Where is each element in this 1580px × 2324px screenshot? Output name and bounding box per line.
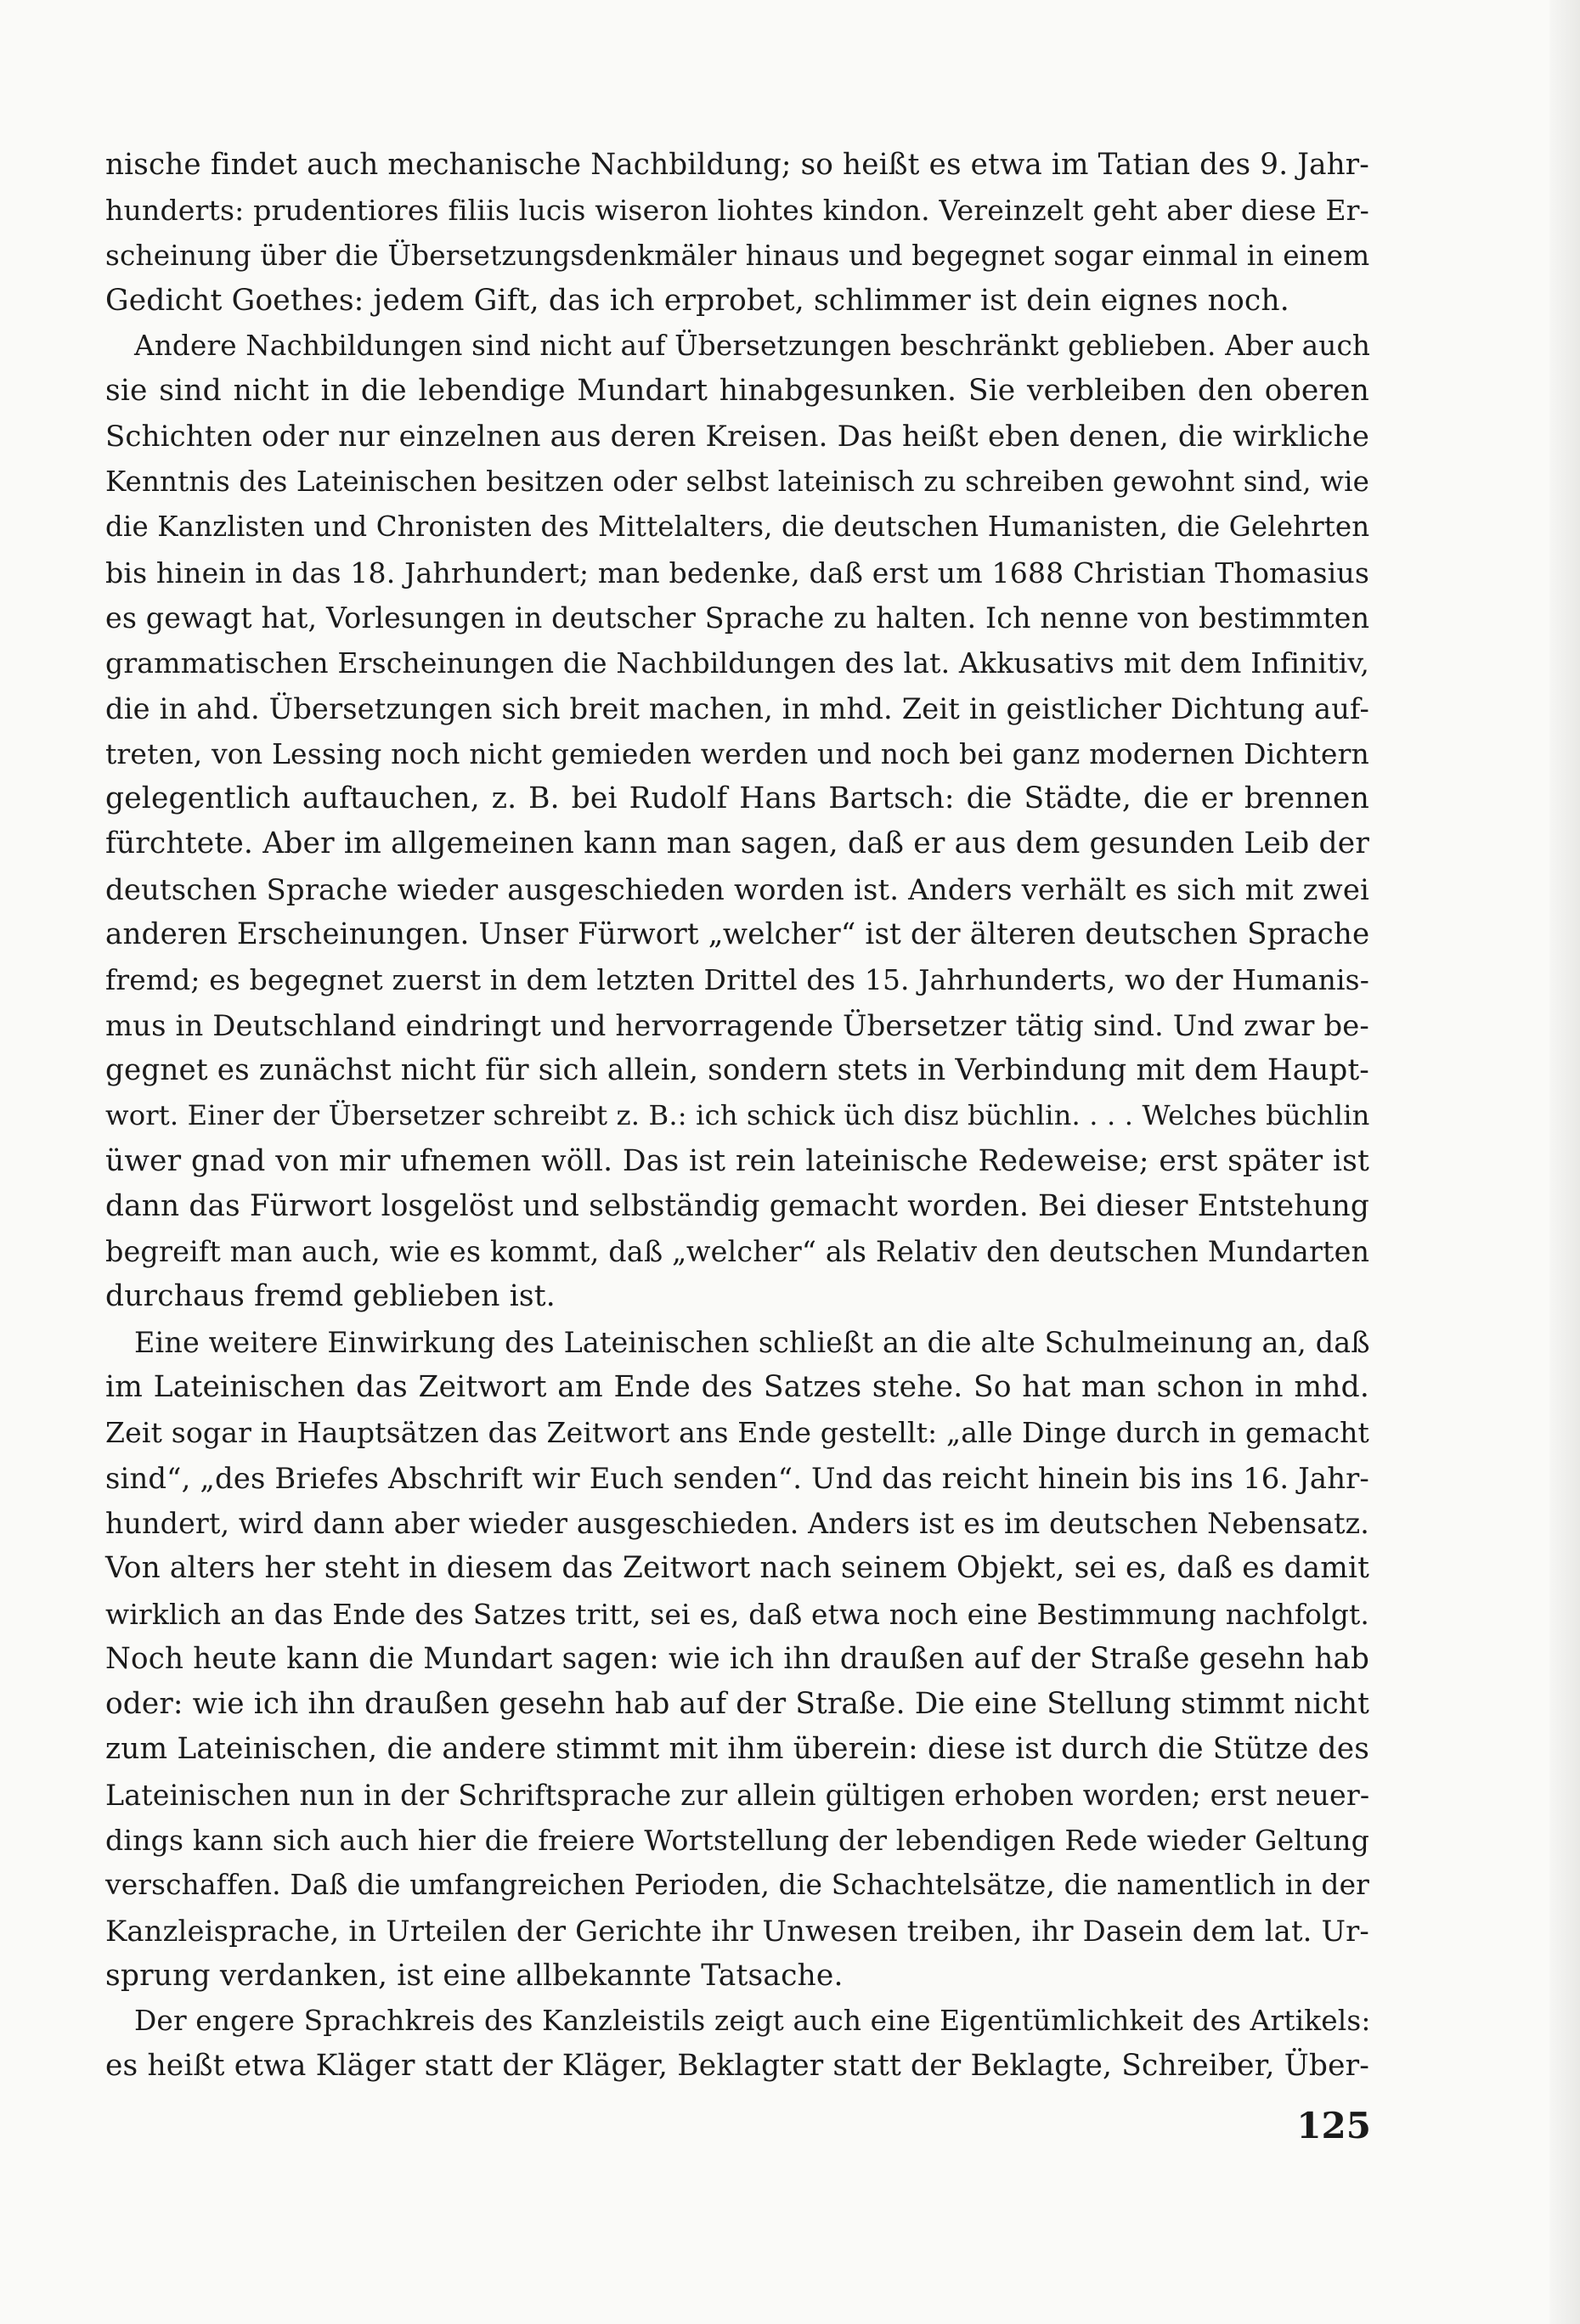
text-line: es gewagt hat, Vorlesungen in deutscher Sprache zu halten. Ich nenne von bestimmten — [105, 601, 1370, 635]
text-line: dings kann sich auch hier die freiere Wortstellung der lebendigen Rede wieder Geltung — [105, 1823, 1370, 1857]
text-line: Kenntnis des Lateinischen besitzen oder selbst lateinisch zu schreiben gewohnt sind, wie — [105, 465, 1370, 499]
text-line: grammatischen Erscheinungen die Nachbildungen des lat. Akkusativs mit dem Infinitiv, — [105, 646, 1369, 680]
text-line: sind“, „des Briefes Abschrift wir Euch senden“. Und das reicht hinein bis ins 16. Jahr- — [105, 1461, 1369, 1495]
text-line: wort. Einer der Übersetzer schreibt z. B.: ich schick üch disz büchlin. . . . Welches büchlin — [105, 1099, 1370, 1132]
text-line: Lateinischen nun in der Schriftsprache zur allein gültigen erhoben worden; erst neuer- — [105, 1778, 1370, 1812]
text-line: üwer gnad von mir ufnemen wöll. Das ist rein lateinische Redeweise; erst später ist — [105, 1143, 1369, 1178]
text-line: dann das Fürwort losgelöst und selbständig gemacht worden. Bei dieser Entstehung — [105, 1188, 1369, 1223]
text-line: verschaffen. Daß die umfangreichen Perioden, die Schachtelsätze, die namentlich in der — [105, 1869, 1369, 1902]
text-line: wirklich an das Ende des Satzes tritt, sei es, daß etwa noch eine Bestimmung nachfolgt. — [105, 1597, 1369, 1631]
text-line: bis hinein in das 18. Jahrhundert; man bedenke, daß erst um 1688 Christian Thomasius — [105, 556, 1370, 589]
body-text — [105, 143, 1369, 2090]
text-line: zum Lateinischen, die andere stimmt mit ihm überein: diese ist durch die Stütze des — [105, 1732, 1369, 1767]
text-line: Kanzleisprache, in Urteilen der Gerichte ihr Unwesen treiben, ihr Dasein dem lat. Ur- — [105, 1914, 1369, 1948]
text-line: scheinung über die Übersetzungsdenkmäler hinaus und begegnet sogar einmal in einem — [105, 239, 1370, 272]
text-line: treten, von Lessing noch nicht gemieden werden und noch bei ganz modernen Dichtern — [105, 736, 1369, 770]
text-line: gegnet es zunächst nicht für sich allein, sondern stets in Verbindung mit dem Haupt- — [105, 1052, 1369, 1087]
text-line: Von alters her steht in diesem das Zeitwort nach seinem Objekt, sei es, daß es damit — [105, 1551, 1370, 1586]
text-line: anderen Erscheinungen. Unser Fürwort „welcher“ ist der älteren deutschen Sprache — [105, 917, 1370, 952]
text-line: im Lateinischen das Zeitwort am Ende des Satzes stehe. So hat man schon in mhd. — [105, 1370, 1369, 1405]
text-line: die in ahd. Übersetzungen sich breit machen, in mhd. Zeit in geistlicher Dichtung auf- — [105, 691, 1369, 725]
text-line: hundert, wird dann aber wieder ausgeschieden. Anders ist es im deutschen Nebensatz. — [105, 1506, 1369, 1540]
text-line: hunderts: prudentiores filiis lucis wiseron liohtes kindon. Vereinzelt geht aber diese Er- — [105, 194, 1369, 228]
text-line: es heißt etwa Kläger statt der Kläger, Beklagter statt der Beklagte, Schreiber, Über- — [105, 2049, 1369, 2084]
text-line: Eine weitere Einwirkung des Lateinischen schließt an die alte Schulmeinung an, daß — [134, 1325, 1370, 1359]
text-line: sie sind nicht in die lebendige Mundart hinabgesunken. Sie verbleiben den oberen — [105, 374, 1369, 409]
text-line: durchaus fremd geblieben ist. — [105, 1279, 556, 1314]
text-line: nische findet auch mechanische Nachbildung; so heißt es etwa im Tatian des 9. Jahr- — [105, 148, 1369, 182]
text-line: deutschen Sprache wieder ausgeschieden worden ist. Anders verhält es sich mit zwei — [105, 872, 1369, 906]
text-line: mus in Deutschland eindringt und hervorragende Übersetzer tätig sind. Und zwar be- — [105, 1008, 1369, 1042]
text-line: Andere Nachbildungen sind nicht auf Übersetzungen beschränkt geblieben. Aber auch — [134, 330, 1371, 363]
text-line: fürchtete. Aber im allgemeinen kann man sagen, daß er aus dem gesunden Leib der — [105, 826, 1369, 861]
text-line: begreift man auch, wie es kommt, daß „welcher“ als Relativ den deutschen Mundarten — [105, 1235, 1370, 1269]
text-line: Gedicht Goethes: jedem Gift, das ich erprobet, schlimmer ist dein eignes noch. — [105, 283, 1289, 318]
text-line: gelegentlich auftauchen, z. B. bei Rudolf Hans Bartsch: die Städte, die er brennen — [105, 781, 1369, 816]
page-edge-shadow — [1549, 0, 1580, 2324]
text-line: oder: wie ich ihn draußen gesehn hab auf der Straße. Die eine Stellung stimmt nicht — [105, 1687, 1369, 1722]
text-line: fremd; es begegnet zuerst in dem letzten Drittel des 15. Jahrhunderts, wo der Humanis- — [105, 963, 1369, 997]
text-line: Der engere Sprachkreis des Kanzleistils zeigt auch eine Eigentümlichkeit des Artikels: — [134, 2005, 1371, 2038]
text-line: Noch heute kann die Mundart sagen: wie ich ihn draußen auf der Straße gesehn hab — [105, 1641, 1369, 1676]
text-line: die Kanzlisten und Chronisten des Mittelalters, die deutschen Humanisten, die Gelehrten — [105, 510, 1370, 544]
text-line: Zeit sogar in Hauptsätzen das Zeitwort ans Ende gestellt: „alle Dinge durch in gemacht — [105, 1416, 1369, 1450]
page-number: 125 — [1296, 2105, 1371, 2146]
text-line: Schichten oder nur einzelnen aus deren Kreisen. Das heißt eben denen, die wirkliche — [105, 419, 1369, 454]
text-line: sprung verdanken, ist eine allbekannte Tatsache. — [105, 1958, 844, 1993]
